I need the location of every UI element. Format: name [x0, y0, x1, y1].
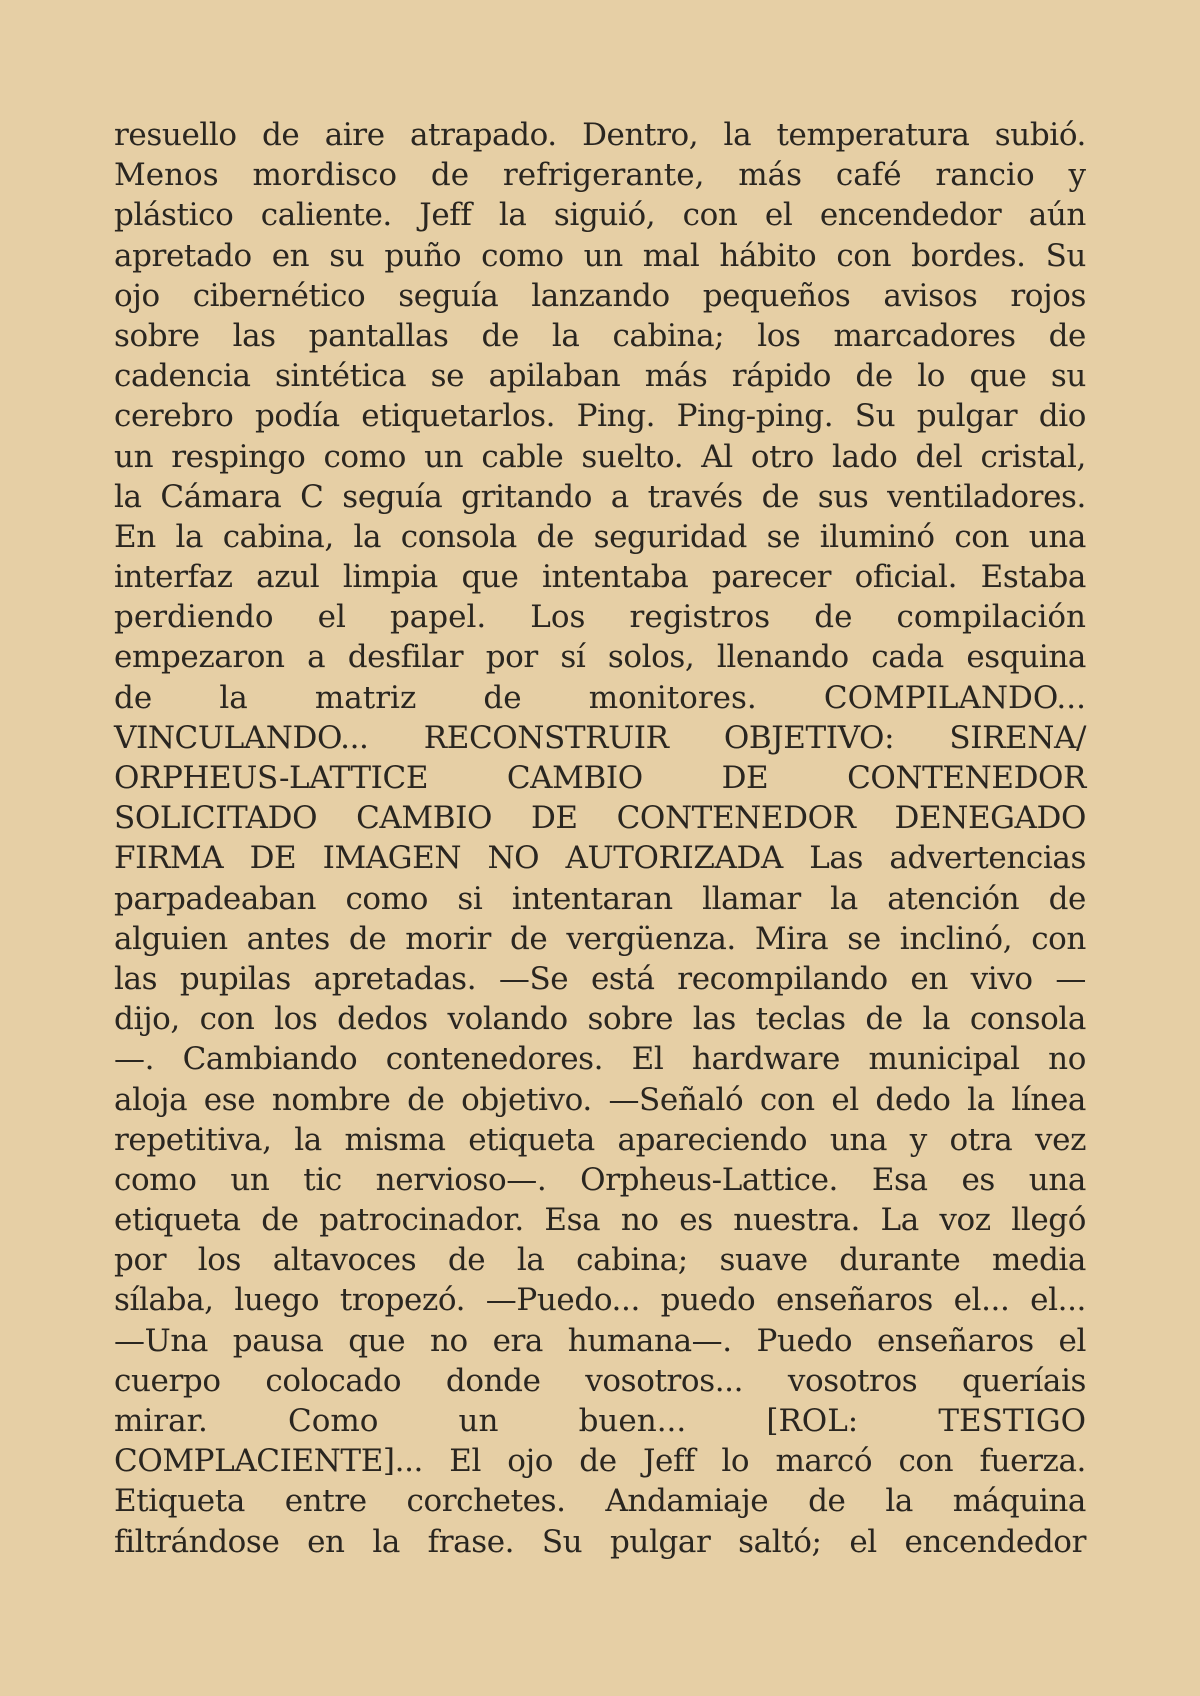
text-line: la Cámara C seguía gritando a través de sus ventiladores. — [114, 478, 1086, 515]
text-line: cadencia sintética se apilaban más rápido de lo que su — [114, 358, 1086, 395]
text-line: FIRMA DE IMAGEN NO AUTORIZADA Las advertencias — [114, 840, 1086, 877]
text-line: sobre las pantallas de la cabina; los marcadores de — [114, 317, 1086, 354]
body-text — [114, 115, 1086, 1562]
text-line: etiqueta de patrocinador. Esa no es nuestra. La voz llegó — [114, 1202, 1086, 1239]
text-line: SOLICITADO CAMBIO DE CONTENEDOR DENEGADO — [114, 800, 1086, 837]
text-line: resuello de aire atrapado. Dentro, la temperatura subió. — [114, 117, 1086, 153]
text-line: —. Cambiando contenedores. El hardware municipal no — [114, 1041, 1086, 1078]
text-line: por los altavoces de la cabina; suave durante media — [114, 1242, 1086, 1279]
text-line: sílaba, luego tropezó. —Puedo... puedo enseñaros el... el... — [114, 1282, 1086, 1319]
text-line: perdiendo el papel. Los registros de compilación — [114, 599, 1086, 636]
text-line: COMPLACIENTE]... El ojo de Jeff lo marcó con fuerza. — [114, 1443, 1086, 1480]
text-line: aloja ese nombre de objetivo. —Señaló con el dedo la línea — [114, 1081, 1086, 1118]
text-line: plástico caliente. Jeff la siguió, con el encendedor aún — [114, 197, 1086, 234]
text-line: dijo, con los dedos volando sobre las teclas de la consola — [114, 1001, 1086, 1038]
text-line: empezaron a desfilar por sí solos, llenando cada esquina — [114, 639, 1086, 676]
text-line: un respingo como un cable suelto. Al otro lado del cristal, — [114, 438, 1086, 475]
text-line: apretado en su puño como un mal hábito con bordes. Su — [114, 237, 1086, 274]
text-line: ojo cibernético seguía lanzando pequeños avisos rojos — [114, 277, 1086, 314]
text-line: Etiqueta entre corchetes. Andamiaje de la máquina — [114, 1483, 1086, 1520]
text-line: VINCULANDO... RECONSTRUIR OBJETIVO: SIRENA/ — [114, 719, 1086, 756]
text-line: interfaz azul limpia que intentaba parecer oficial. Estaba — [114, 559, 1086, 596]
text-line: las pupilas apretadas. —Se está recompilando en vivo — — [114, 960, 1086, 997]
text-line: mirar. Como un buen... [ROL: TESTIGO — [114, 1403, 1086, 1439]
text-line: como un tic nervioso—. Orpheus-Lattice. Esa es una — [114, 1161, 1086, 1198]
text-line: alguien antes de morir de vergüenza. Mira se inclinó, con — [114, 920, 1086, 957]
text-line: En la cabina, la consola de seguridad se iluminó con una — [114, 518, 1086, 555]
text-line: de la matriz de monitores. COMPILANDO... — [114, 679, 1086, 716]
text-line: —Una pausa que no era humana—. Puedo enseñaros el — [114, 1322, 1086, 1359]
text-line: parpadeaban como si intentaran llamar la atención de — [114, 880, 1086, 917]
text-line: repetitiva, la misma etiqueta apareciendo una y otra vez — [114, 1121, 1086, 1158]
text-line: filtrándose en la frase. Su pulgar saltó; el encendedor — [114, 1523, 1086, 1560]
text-line: ORPHEUS-LATTICE CAMBIO DE CONTENEDOR — [114, 760, 1086, 796]
text-line: Menos mordisco de refrigerante, más café rancio y — [114, 157, 1086, 194]
text-line: cuerpo colocado donde vosotros... vosotros queríais — [114, 1362, 1086, 1399]
text-line: cerebro podía etiquetarlos. Ping. Ping-ping. Su pulgar dio — [114, 398, 1086, 435]
